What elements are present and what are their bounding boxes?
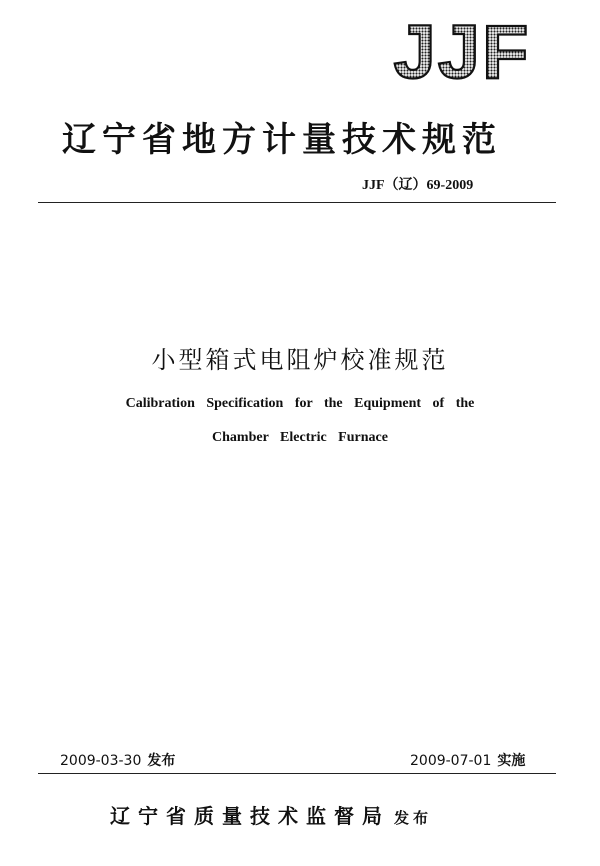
top-divider — [38, 202, 556, 203]
title-english-line2: Chamber Electric Furnace — [212, 430, 388, 445]
jjf-logo — [376, 18, 548, 84]
issue-label: 发布 — [147, 753, 176, 769]
doc-number: JJF（辽）69-2009 — [362, 178, 474, 193]
publisher-suffix: 发布 — [394, 809, 433, 827]
logo-text: JJF — [393, 18, 531, 84]
effective-date-value: 2009-07-01 — [410, 753, 492, 769]
publisher — [110, 800, 432, 829]
title-chinese: 小型箱式电阻炉校准规范 — [151, 346, 449, 374]
effective-label: 实施 — [497, 753, 526, 769]
title-english-line1: Calibration Specification for the Equipment of the — [125, 396, 475, 411]
issue-date-value: 2009-03-30 — [60, 753, 142, 769]
effective-date — [410, 750, 525, 770]
publisher-name: 辽宁省质量技术监督局 — [110, 804, 390, 828]
bottom-divider — [38, 773, 556, 774]
issue-date — [60, 750, 175, 770]
org-title: 辽宁省地方计量技术规范 — [62, 120, 502, 160]
